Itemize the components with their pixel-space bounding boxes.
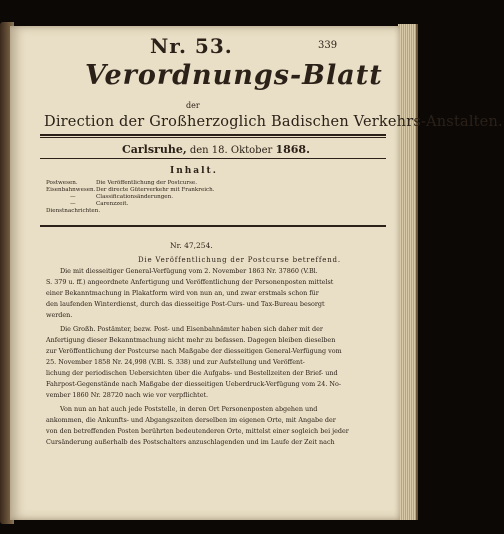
page-number: 339 [318,40,338,51]
text-line: Fahrpost-Gegenstände nach Maßgabe der diesseitigen Ueberdruck-Verfügung vom 24. No- [46,380,341,388]
article-number: Nr. 47,254. [170,241,213,250]
issue-number: Nr. 53. [150,34,233,58]
contents-rule [40,225,386,227]
title-connector: der [186,101,200,110]
toc-entry: Carenzzeit. [96,201,129,207]
publication-title: Verordnungs-Blatt [85,60,383,91]
year: 1868. [275,143,310,156]
toc-category: Postwesen. [46,180,78,186]
toc-category: Dienstnachrichten. [46,208,101,214]
text-line: zur Veröffentlichung der Postcurse nach Maßgabe der diesseitigen General-Verfügung vom [46,347,342,355]
title-rule-top-thin [40,137,386,138]
text-line: Anfertigung dieser Bekanntmachung nicht mehr zu befassen. Dagegen bleiben dieselben [46,336,336,344]
text-line: werden. [46,311,73,319]
text-line: lichung der periodischen Uebersichten über die Aufgabs- und Bestellzeiten der Brief- und [46,369,338,377]
text-line: vember 1860 Nr. 28720 nach wie vor verpflichtet. [46,391,209,399]
text-line: von den betreffenden Posten berührten bedeutenderen Orte, mittelst einer sogleich bei jeder [46,427,349,435]
toc-category: — [70,201,76,207]
paragraph-1 [46,266,382,321]
text-line: 25. November 1858 Nr. 24,998 (V.Bl. S. 338) und zur Aufstellung und Veröffent- [46,358,305,366]
paragraph-3 [46,404,382,448]
date-text: den 18. Oktober [186,145,276,156]
text-line: Die Großh. Postämter, bezw. Post- und Eisenbahnämter haben sich daher mit der [60,325,323,333]
article-heading: Die Veröffentlichung der Postcurse betreffend. [138,256,341,264]
dateline [122,143,310,156]
contents-heading: Inhalt. [170,166,218,176]
text-line: Die mit diesseitiger General-Verfügung vom 2. November 1863 Nr. 37860 (V.Bl. [60,267,318,275]
toc-category: Eisenbahnwesen. [46,187,96,193]
text-line: den laufenden Winterdienst, durch das diesseitige Post-Curs- und Tax-Bureau besorgt [46,300,325,308]
text-line: einer Bekanntmachung in Plakatform wird von nun an, und zwar erstmals schon für [46,289,319,297]
publication-subtitle: Direction der Großherzoglich Badischen Verkehrs-Anstalten. [44,114,503,130]
text-line: Cursänderung außerhalb des Postschalters anzuschlagenden und im Laufe der Zeit nach [46,438,335,446]
text-line: Von nun an hat auch jede Poststelle, in deren Ort Personenposten abgehen und [60,405,318,413]
page-edges [398,24,418,520]
dateline-rule [40,158,386,159]
toc-entry: Die Veröffentlichung der Postcurse. [96,180,197,186]
toc-entry: Classificationsänderungen. [96,194,173,200]
text-line: ankommen, die Ankunfts- und Abgangszeiten derselben im eigenen Orte, mit Angabe der [46,416,336,424]
paragraph-2 [46,324,382,401]
place-name: Carlsruhe, [122,143,187,156]
toc-category: — [70,194,76,200]
toc-entry: Der directe Güterverkehr mit Frankreich. [96,187,215,193]
text-line: S. 379 u. ff.) angeordnete Anfertigung und Veröffentlichung der Personenposten mittelst [46,278,334,286]
title-rule-top [40,134,386,136]
